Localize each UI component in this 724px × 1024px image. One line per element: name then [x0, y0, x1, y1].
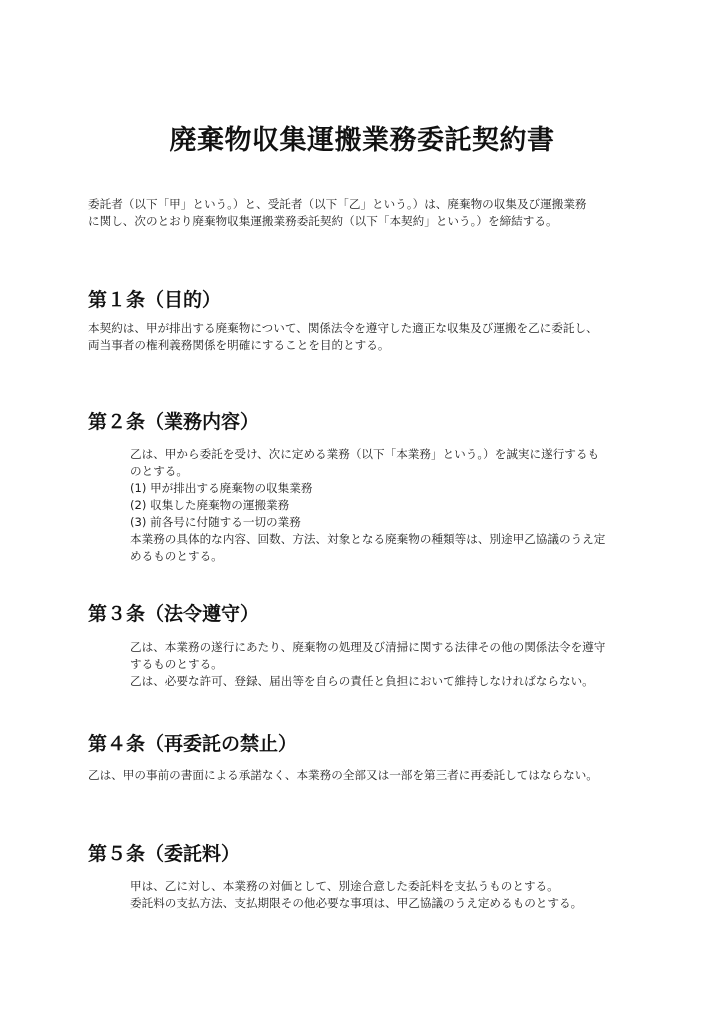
article-line: めるものとする。 — [130, 549, 223, 563]
article-line: 乙は、甲から委託を受け、次に定める業務（以下「本業務」という。）を誠実に遂行するも — [130, 447, 600, 461]
list-item: (2) 収集した廃棄物の運搬業務 — [130, 498, 290, 512]
list-item: (3) 前各号に付随する一切の業務 — [130, 515, 301, 529]
article-line: 甲は、乙に対し、本業務の対価として、別途合意した委託料を支払うものとする。 — [130, 879, 559, 893]
document-title: 廃棄物収集運搬業務委託契約書 — [169, 125, 555, 156]
article-line: のとする。 — [130, 464, 188, 478]
article-1-heading: 第１条（目的） — [88, 289, 222, 311]
article-3-body — [130, 639, 605, 690]
article-2-heading: 第２条（業務内容） — [88, 411, 260, 433]
article-4-heading: 第４条（再委託の禁止） — [88, 733, 298, 755]
article-line: 乙は、本業務の遂行にあたり、廃棄物の処理及び清掃に関する法律その他の関係法令を遵守 — [130, 640, 606, 654]
preamble-line: に関し、次のとおり廃棄物収集運搬業務委託契約（以下「本契約」という。）を締結する。 — [88, 214, 558, 228]
preamble-line: 委託者（以下「甲」という。）と、受託者（以下「乙」という。）は、廃棄物の収集及び運搬業務 — [88, 197, 587, 211]
article-line: 乙は、必要な許可、登録、届出等を自らの責任と負担において維持しなければならない。 — [130, 674, 594, 688]
article-line: 委託料の支払方法、支払期限その他必要な事項は、甲乙協議のうえ定めるものとする。 — [130, 896, 583, 910]
article-1-body — [88, 320, 598, 354]
preamble — [88, 196, 587, 230]
article-line: するものとする。 — [130, 657, 223, 671]
article-3-heading: 第３条（法令遵守） — [88, 603, 260, 625]
article-2-body — [130, 446, 605, 565]
article-4-body — [88, 767, 598, 784]
article-line: 乙は、甲の事前の書面による承諾なく、本業務の全部又は一部を第三者に再委託してはならない。 — [88, 768, 598, 782]
article-5-body — [130, 878, 582, 912]
list-item: (1) 甲が排出する廃棄物の収集業務 — [130, 481, 313, 495]
article-line: 両当事者の権利義務関係を明確にすることを目的とする。 — [88, 338, 390, 352]
article-line: 本契約は、甲が排出する廃棄物について、関係法令を遵守した適正な収集及び運搬を乙に委託し、 — [88, 321, 598, 335]
article-5-heading: 第５条（委託料） — [88, 843, 241, 865]
article-line: 本業務の具体的な内容、回数、方法、対象となる廃棄物の種類等は、別途甲乙協議のうえ定 — [130, 532, 606, 546]
